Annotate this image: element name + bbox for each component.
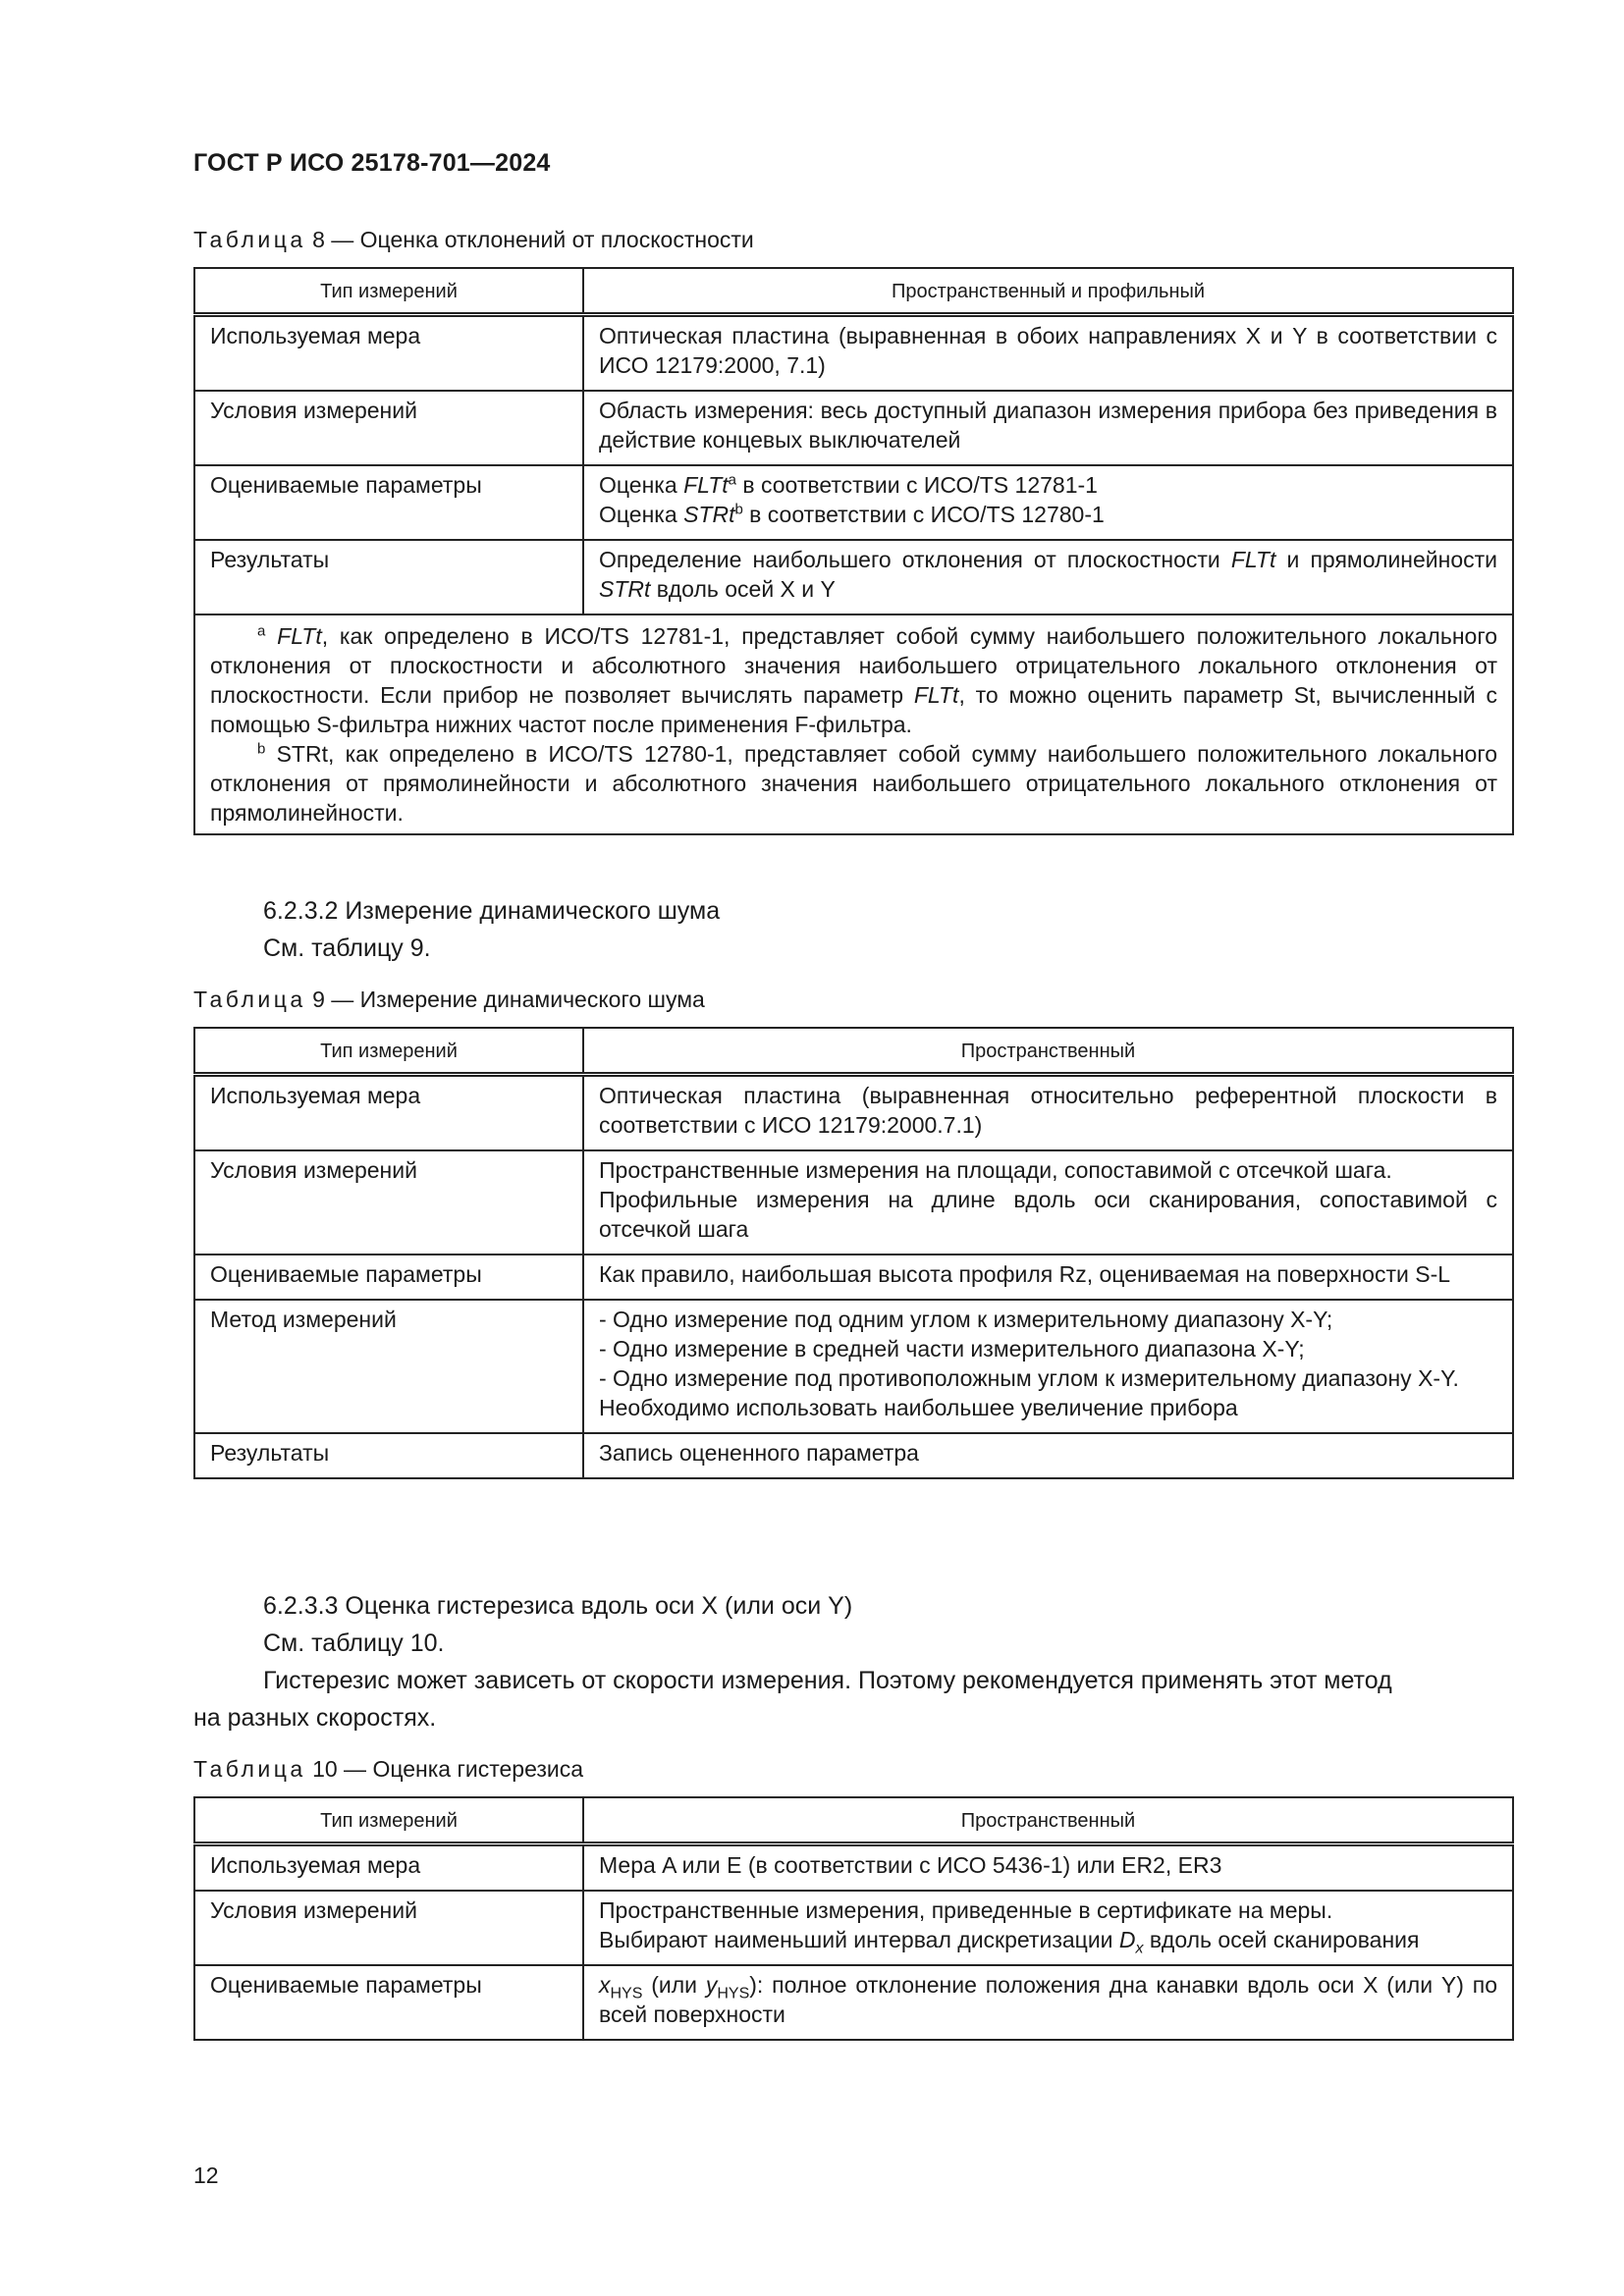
footnote-b	[210, 739, 1497, 828]
value-text: в соответствии с ИСО/TS 12780-1	[742, 502, 1105, 527]
table-8	[193, 267, 1514, 835]
table-9-caption	[193, 985, 705, 1014]
table-row	[194, 1844, 1513, 1892]
value-text: вдоль осей сканирования	[1143, 1927, 1420, 1952]
row-label: Используемая мера	[194, 1844, 583, 1892]
table-row	[194, 315, 1513, 392]
variable-name: y	[705, 1972, 718, 1998]
value-line: Необходимо использовать наибольшее увеличение прибора	[599, 1395, 1238, 1420]
table-row	[194, 540, 1513, 614]
column-header: Пространственный и профильный	[583, 268, 1513, 315]
variable-name: x	[599, 1972, 611, 1998]
list-item: - Одно измерение под противоположным углом к измерительному диапазону X-Y.	[599, 1365, 1459, 1391]
footnote-marker: b	[257, 740, 266, 758]
row-value	[583, 1150, 1513, 1255]
table-reference: См. таблицу 9.	[263, 934, 431, 962]
value-line: Пространственные измерения на площади, сопоставимой с отсечкой шага.	[599, 1157, 1392, 1183]
footnote-marker: b	[734, 501, 743, 518]
row-label: Условия измерений	[194, 1891, 583, 1965]
row-label: Используемая мера	[194, 315, 583, 392]
row-value: Оптическая пластина (выравненная относительно референтной плоскости в соответствии с ИСО 12179:2000.7.1)	[583, 1075, 1513, 1151]
caption-text: 8 — Оценка отклонений от плоскостности	[312, 227, 754, 252]
section-heading: 6.2.3.3 Оценка гистерезиса вдоль оси X (или оси Y)	[263, 1592, 853, 1620]
variable-subscript: HYS	[717, 1985, 750, 2002]
table-header-row	[194, 1028, 1513, 1075]
row-value	[583, 540, 1513, 614]
table-8-caption	[193, 225, 754, 254]
column-header: Тип измерений	[194, 268, 583, 315]
variable-subscript: HYS	[610, 1985, 643, 2002]
table-header-row	[194, 1797, 1513, 1844]
column-header: Тип измерений	[194, 1028, 583, 1075]
variable-subscript: x	[1135, 1940, 1144, 1957]
value-text: (или	[642, 1972, 706, 1998]
value-text: Определение наибольшего отклонения от плоскостности	[599, 547, 1231, 572]
row-label: Условия измерений	[194, 1150, 583, 1255]
footnote-marker: a	[257, 622, 266, 640]
table-row	[194, 1300, 1513, 1433]
value-text: Выбирают наименьший интервал дискретизации	[599, 1927, 1119, 1952]
parameter-name: STRt	[683, 502, 735, 527]
footnote-marker: a	[728, 471, 736, 489]
variable-name: D	[1118, 1927, 1136, 1952]
value-text: ): полное отклонение положения дна канавки вдоль оси X (или Y) по всей поверхности	[599, 1972, 1497, 2027]
value-text: Оценка	[599, 502, 684, 527]
parameter-name: FLTt	[1230, 547, 1276, 572]
value-line	[599, 1925, 1497, 1957]
table-row	[194, 1075, 1513, 1151]
table-row	[194, 391, 1513, 465]
footnote-text: , как определено в ИСО/TS 12781-1, представляет собой сумму наибольшего положительного локального отклонения от плоскостности и абсолютного значения наибольшего отрицательного локального отклонения от плоскостности. Если прибор не позволяет вычислять параметр	[210, 623, 1497, 708]
list-item: - Одно измерение в средней части измерительного диапазона X-Y;	[599, 1336, 1305, 1362]
row-label: Оцениваемые параметры	[194, 1965, 583, 2040]
caption-word: Таблица	[193, 1756, 306, 1782]
row-value: Как правило, наибольшая высота профиля Rz, оцениваемая на поверхности S-L	[583, 1255, 1513, 1300]
table-notes	[194, 614, 1513, 834]
table-10-caption	[193, 1754, 583, 1784]
value-text: и прямолинейности	[1275, 547, 1498, 572]
row-label: Оцениваемые параметры	[194, 1255, 583, 1300]
row-label: Оцениваемые параметры	[194, 465, 583, 540]
table-row	[194, 1965, 1513, 2040]
row-label: Используемая мера	[194, 1075, 583, 1151]
table-row	[194, 465, 1513, 540]
table-notes-row	[194, 614, 1513, 834]
table-row	[194, 1255, 1513, 1300]
column-header: Пространственный	[583, 1028, 1513, 1075]
footnote-a	[210, 621, 1497, 739]
table-9	[193, 1027, 1514, 1479]
parameter-name: FLTt	[913, 682, 959, 708]
value-text: вдоль осей X и Y	[650, 576, 836, 602]
paragraph-line: на разных скоростях.	[193, 1704, 437, 1732]
value-line: Профильные измерения на длине вдоль оси сканирования, сопоставимой с отсечкой шага	[599, 1187, 1497, 1242]
row-value: Область измерения: весь доступный диапазон измерения прибора без приведения в действие концевых выключателей	[583, 391, 1513, 465]
row-value	[583, 465, 1513, 540]
row-value	[583, 1300, 1513, 1433]
row-label: Результаты	[194, 540, 583, 614]
row-value: Мера A или E (в соответствии с ИСО 5436-1) или ER2, ER3	[583, 1844, 1513, 1892]
caption-text: 9 — Измерение динамического шума	[312, 987, 705, 1012]
column-header: Тип измерений	[194, 1797, 583, 1844]
document-header: ГОСТ Р ИСО 25178-701—2024	[193, 149, 551, 177]
row-value	[583, 1965, 1513, 2040]
table-row	[194, 1891, 1513, 1965]
table-header-row	[194, 268, 1513, 315]
page-number: 12	[193, 2163, 219, 2188]
column-header: Пространственный	[583, 1797, 1513, 1844]
value-text: в соответствии с ИСО/TS 12781-1	[735, 472, 1098, 498]
paragraph-line: Гистерезис может зависеть от скорости измерения. Поэтому рекомендуется применять этот метод	[263, 1667, 1392, 1694]
footnote-text: STRt, как определено в ИСО/TS 12780-1, представляет собой сумму наибольшего положительного локального отклонения от прямолинейности и абсолютного значения наибольшего отрицательного локального отклонения от прямолинейности.	[210, 741, 1498, 826]
table-row	[194, 1433, 1513, 1478]
table-reference: См. таблицу 10.	[263, 1629, 445, 1657]
caption-word: Таблица	[193, 227, 306, 252]
parameter-name: STRt	[599, 576, 651, 602]
row-label: Условия измерений	[194, 391, 583, 465]
value-line: Пространственные измерения, приведенные в сертификате на меры.	[599, 1897, 1333, 1923]
value-line	[599, 500, 1497, 529]
table-row	[194, 1150, 1513, 1255]
row-label: Результаты	[194, 1433, 583, 1478]
parameter-name: FLTt	[683, 472, 729, 498]
row-value: Оптическая пластина (выравненная в обоих направлениях X и Y в соответствии с ИСО 12179:2000, 7.1)	[583, 315, 1513, 392]
footnote-text: , то можно оценить параметр St, вычисленный с помощью S-фильтра нижних частот после применения F-фильтра.	[210, 682, 1498, 737]
section-heading: 6.2.3.2 Измерение динамического шума	[263, 897, 721, 925]
caption-text: 10 — Оценка гистерезиса	[312, 1756, 584, 1782]
row-value: Запись оцененного параметра	[583, 1433, 1513, 1478]
list-item: - Одно измерение под одним углом к измерительному диапазону X-Y;	[599, 1307, 1333, 1332]
value-line	[599, 470, 1497, 500]
table-10	[193, 1796, 1514, 2041]
row-value	[583, 1891, 1513, 1965]
parameter-name: FLTt	[277, 623, 322, 649]
row-label: Метод измерений	[194, 1300, 583, 1433]
caption-word: Таблица	[193, 987, 306, 1012]
value-text: Оценка	[599, 472, 684, 498]
